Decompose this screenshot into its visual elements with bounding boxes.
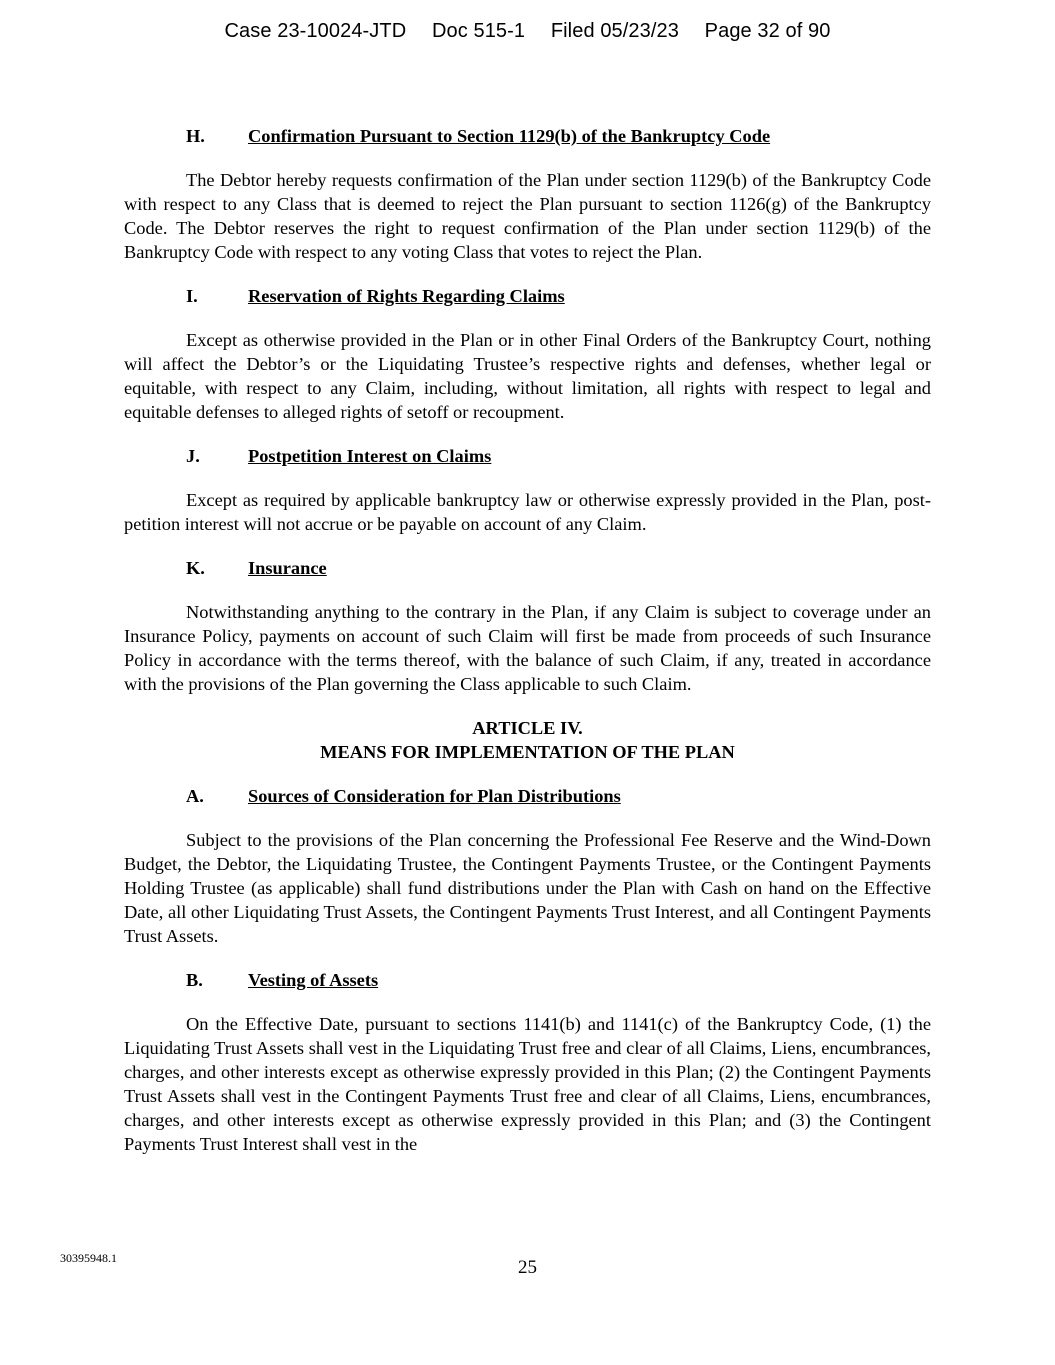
section-heading-a [124,784,931,808]
filed-date: Filed 05/23/23 [550,20,679,42]
section-heading-i [124,284,931,308]
court-filing-header [0,20,1055,43]
section-body-j: Except as required by applicable bankruptcy law or otherwise expressly provided in the Plan, post-petition interest will not accrue or be payable on account of any Claim. [124,490,931,534]
section-body-h: The Debtor hereby requests confirmation of the Plan under section 1129(b) of the Bankruptcy Code with respect to any Class that is deemed to reject the Plan pursuant to section 1126(g) of the Bankruptcy Code. The Debtor reserves the right to request confirmation of the Plan under section 1129(b) of the Bankruptcy Code with respect to any voting Class that votes to reject the Plan. [124,170,931,262]
section-letter: J. [186,446,200,466]
section-letter: H. [186,126,205,146]
section-title: Reservation of Rights Regarding Claims [248,286,565,306]
section-body-a: Subject to the provisions of the Plan concerning the Professional Fee Reserve and the Wind-Down Budget, the Debtor, the Liquidating Trustee, the Contingent Payments Trustee, or the Contingent Payments Holding Trustee (as applicable) shall fund distributions under the Plan with Cash on hand on the Effective Date, all other Liquidating Trust Assets, the Contingent Payments Trust Interest, and all Contingent Payments Trust Assets. [124,830,931,946]
section-body-k: Notwithstanding anything to the contrary in the Plan, if any Claim is subject to coverage under an Insurance Policy, payments on account of such Claim will first be made from proceeds of such Insurance Policy in accordance with the terms thereof, with the balance of such Claim, if any, treated in accordance with the provisions of the Plan governing the Class applicable to such Claim. [124,602,931,694]
section-letter: K. [186,558,205,578]
section-heading-j [124,444,931,468]
doc-number: Doc 515-1 [431,20,526,42]
article-number: ARTICLE IV. [472,718,583,738]
page-number: 25 [518,1257,537,1278]
document-body [124,124,931,1176]
section-body-i: Except as otherwise provided in the Plan or in other Final Orders of the Bankruptcy Court, nothing will affect the Debtor’s or the Liquidating Trustee’s respective rights and defenses, whether legal or equitable, with respect to any Claim, including, without limitation, all rights with respect to legal and equitable defenses to alleged rights of setoff or recoupment. [124,330,931,422]
section-letter: I. [186,286,198,306]
section-title: Confirmation Pursuant to Section 1129(b) of the Bankruptcy Code [248,126,771,146]
article-heading [124,716,931,764]
section-letter: B. [186,970,203,990]
section-title: Vesting of Assets [248,970,379,990]
section-title: Insurance [248,558,327,578]
article-title: MEANS FOR IMPLEMENTATION OF THE PLAN [320,742,735,762]
section-letter: A. [186,786,204,806]
section-title: Sources of Consideration for Plan Distributions [248,786,621,806]
case-number: Case 23-10024-JTD [224,20,407,42]
section-heading-h [124,124,931,148]
section-title: Postpetition Interest on Claims [248,446,492,466]
document-id: 30395948.1 [60,1251,117,1265]
section-heading-k [124,556,931,580]
section-body-b: On the Effective Date, pursuant to sections 1141(b) and 1141(c) of the Bankruptcy Code, (1) the Liquidating Trust Assets shall vest in the Liquidating Trust free and clear of all Claims, Liens, encumbrances, charges, and other interests except as otherwise expressly provided in this Plan; (2) the Contingent Payments Trust Assets shall vest in the Contingent Payments Trust free and clear of all Claims, Liens, encumbrances, charges, and other interests except as otherwise expressly provided in this Plan; and (3) the Contingent Payments Trust Interest shall vest in the [124,1014,931,1154]
section-heading-b [124,968,931,992]
page-of-total: Page 32 of 90 [704,20,831,42]
